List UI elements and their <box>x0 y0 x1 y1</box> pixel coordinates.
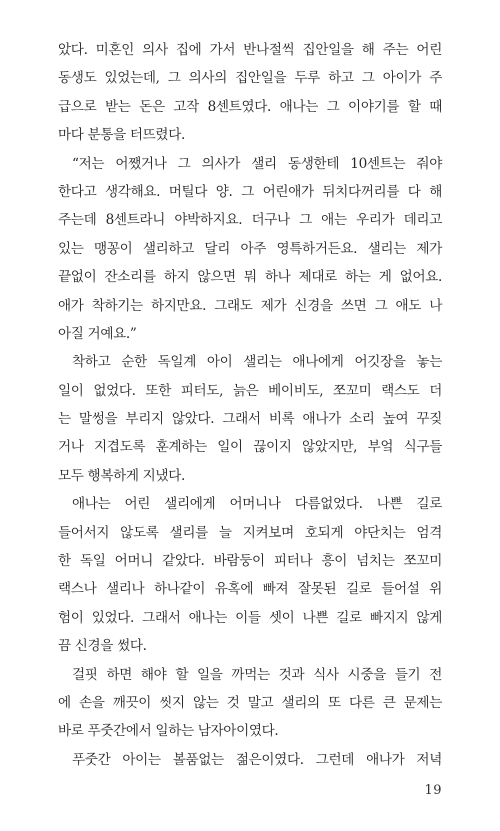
text-line: 았다. 미혼인 의사 집에 가서 반나절씩 집안일을 해 주는 어린 <box>58 42 442 58</box>
paragraph <box>58 150 442 349</box>
paragraph <box>58 661 442 746</box>
text-line: 험이 있었다. 그래서 애나는 이들 셋이 나쁜 길로 빠지지 않게 <box>58 609 442 626</box>
text-line: 거나 지겹도록 훈계하는 일이 끊이지 않았지만, 부엌 식구들 <box>58 439 442 456</box>
text-line: 들어서지 않도록 샐리를 늘 지켜보며 호되게 야단치는 엄격 <box>58 524 442 541</box>
text-line: 아질 거예요.” <box>58 325 137 342</box>
body-text <box>58 36 442 774</box>
text-line: 모두 행복하게 지냈다. <box>58 467 185 484</box>
text-line: “저는 어쨌거나 그 의사가 샐리 동생한테 10센트는 줘야 <box>72 155 442 172</box>
text-line: 푸줏간 아이는 볼품없는 젊은이였다. 그런데 애나가 저녁 <box>72 751 442 768</box>
text-line: 마다 분통을 터뜨렸다. <box>58 127 185 144</box>
text-line: 일이 없었다. 또한 피터도, 늙은 베이비도, 쪼꼬미 랙스도 더 <box>58 382 442 399</box>
text-line: 착하고 순한 독일계 아이 샐리는 애나에게 어깃장을 놓는 <box>72 354 442 371</box>
text-line: 급으로 받는 돈은 고작 8센트였다. 애나는 그 이야기를 할 때 <box>58 98 442 115</box>
text-line: 주는데 8센트라니 야박하지요. 더구나 그 애는 우리가 데리고 <box>58 212 442 229</box>
text-line: 애나는 어린 샐리에게 어머니나 다름없었다. 나쁜 길로 <box>72 496 442 513</box>
text-line: 한 독일 어머니 같았다. 바람둥이 피터나 흥이 넘치는 쪼꼬미 <box>58 553 442 570</box>
paragraph <box>58 36 442 150</box>
text-line: 에 손을 깨끗이 씻지 않는 것 말고 샐리의 또 다른 큰 문제는 <box>58 694 442 711</box>
text-line: 바로 푸줏간에서 일하는 남자아이였다. <box>58 723 279 740</box>
text-line: 는 말썽을 부리지 않았다. 그래서 비록 애나가 소리 높여 꾸짖 <box>58 411 442 428</box>
text-line: 끝없이 잔소리를 하지 않으면 뭐 하나 제대로 하는 게 없어요. <box>58 269 442 286</box>
text-line: 한다고 생각해요. 머틸다 양. 그 어린애가 뒤치다꺼리를 다 해 <box>58 183 442 200</box>
paragraph <box>58 490 442 660</box>
text-line: 애가 착하기는 하지만요. 그래도 제가 신경을 쓰면 그 애도 나 <box>58 297 442 314</box>
page-number: 19 <box>424 783 442 798</box>
text-line: 있는 맹꽁이 샐리하고 달리 아주 영특하거든요. 샐리는 제가 <box>58 240 442 257</box>
paragraph <box>58 348 442 490</box>
text-line: 걸핏 하면 해야 할 일을 까먹는 것과 식사 시중을 들기 전 <box>72 666 442 683</box>
paragraph <box>58 746 442 774</box>
text-line: 랙스나 샐리나 하나같이 유혹에 빠져 잘못된 길로 들어설 위 <box>58 581 442 598</box>
text-line: 끔 신경을 썼다. <box>58 638 147 655</box>
text-line: 동생도 있었는데, 그 의사의 집안일을 두루 하고 그 아이가 주 <box>58 70 442 87</box>
